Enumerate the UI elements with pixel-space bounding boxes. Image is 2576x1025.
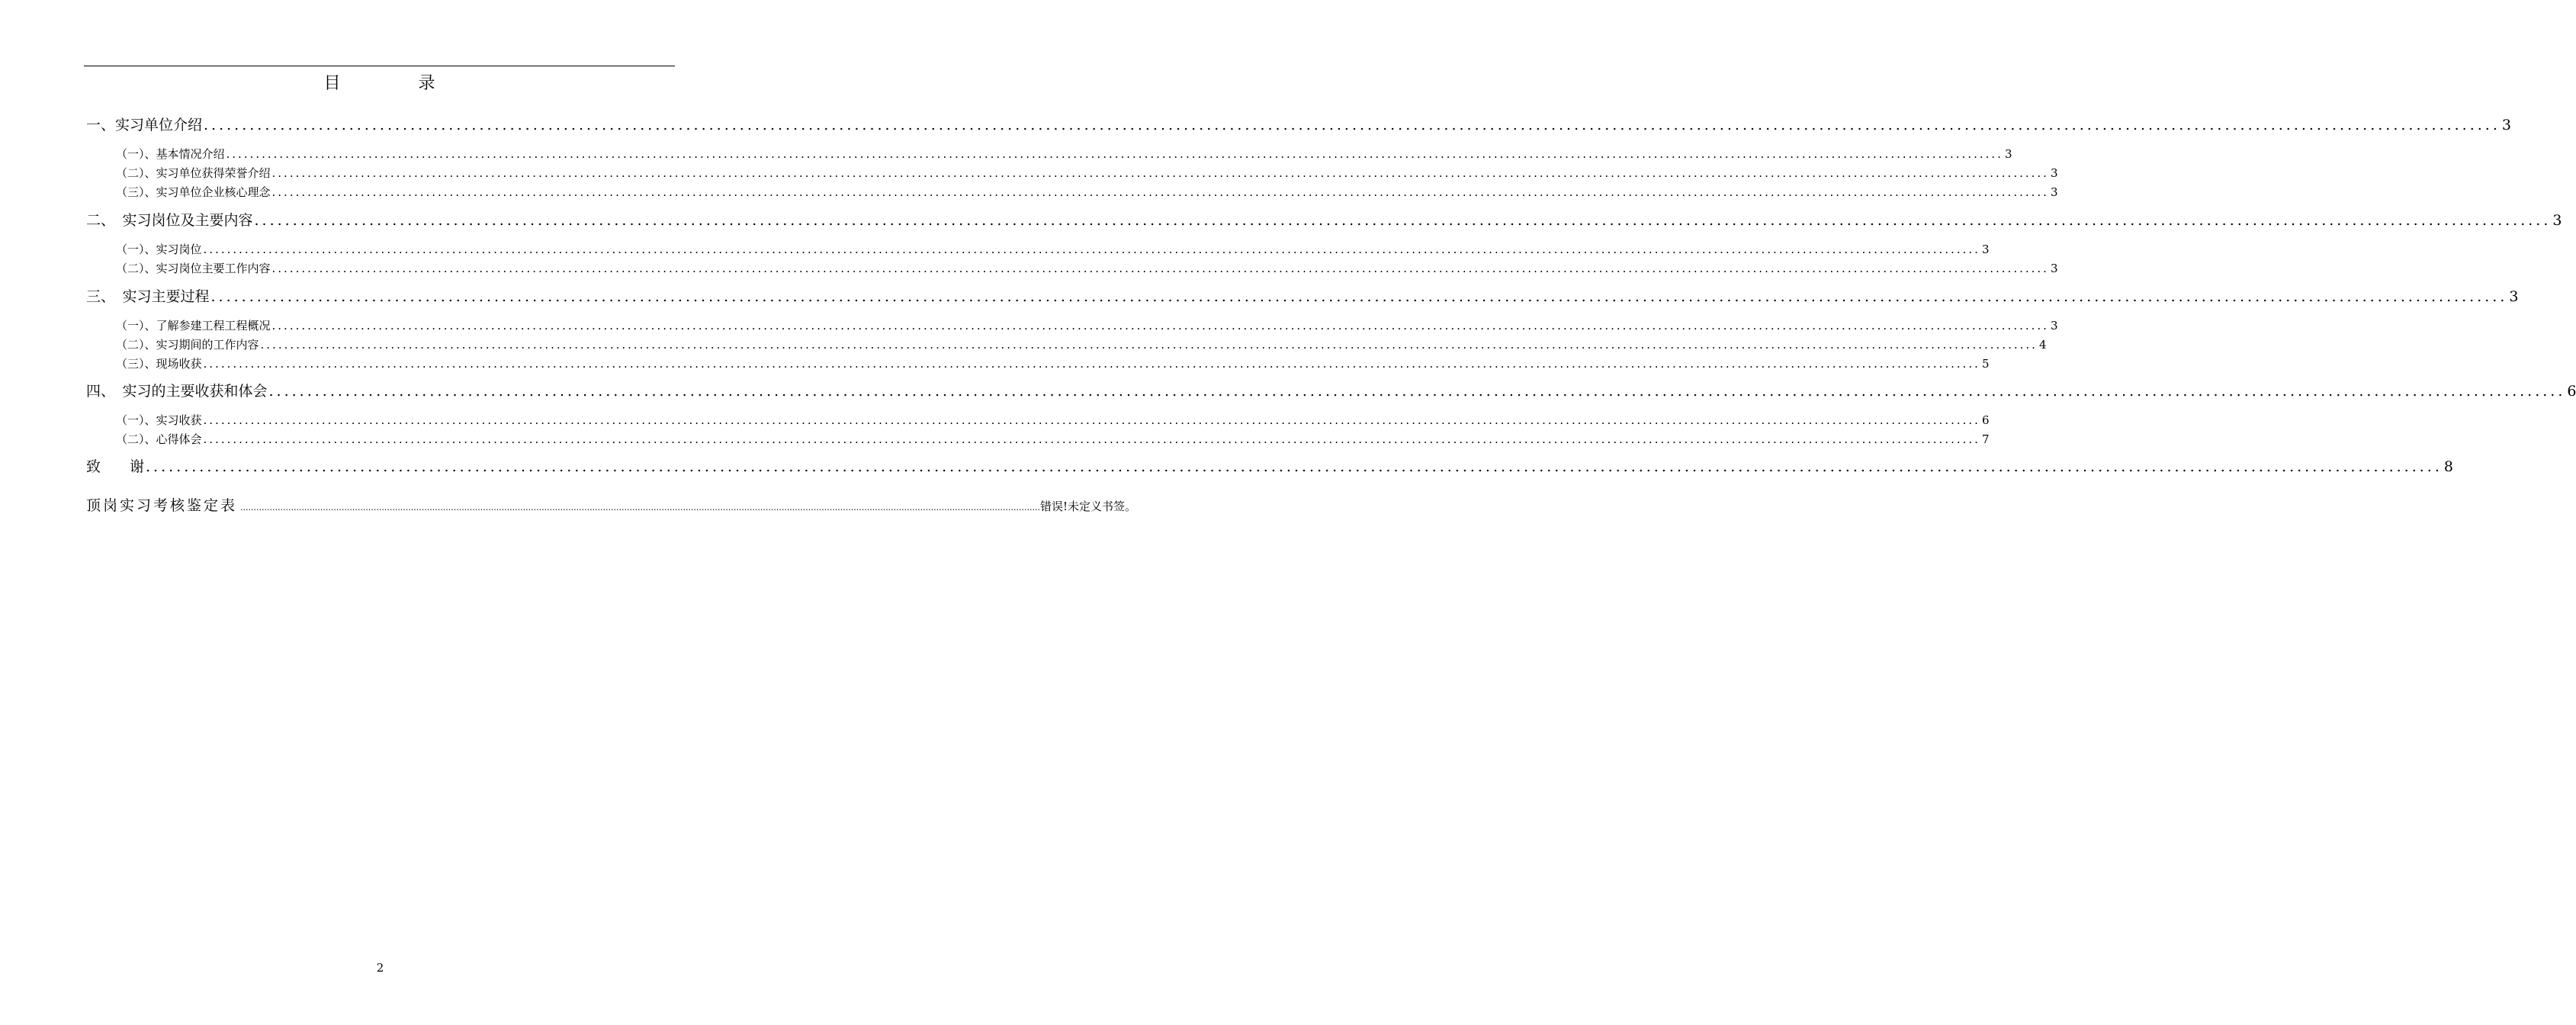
toc-entry-4-1[interactable] [116, 412, 1990, 429]
toc-entry-label: （三）、现场收获 [116, 357, 202, 371]
toc-entry-3-1[interactable] [116, 317, 2058, 334]
toc-entry-2-2[interactable] [116, 260, 2058, 277]
toc-entry-page: 7 [1981, 432, 1990, 446]
toc-entry-2-1[interactable] [116, 241, 1990, 258]
toc-leader: ............................................................................................................................................................................................................................................................................................................ [260, 338, 2038, 352]
toc-entry-1-3[interactable] [116, 184, 2058, 201]
toc-entry-page: 4 [2038, 338, 2047, 352]
toc-entry-acknowledgements[interactable] [86, 455, 2453, 475]
toc-entry-1-2[interactable] [116, 165, 2058, 182]
page-number: 2 [376, 961, 384, 975]
toc-entry-label: （一）、实习收获 [116, 413, 202, 427]
toc-leader: ............................................................................................................................................................................................................................................................................................................ [210, 288, 2508, 305]
toc-entry-page: 3 [2050, 262, 2058, 275]
toc-leader: ............................................................................................................................................................................................................................................................................................................ [204, 117, 2501, 133]
toc-entry-3-3[interactable] [116, 355, 1990, 372]
page-title: 目 录 [323, 74, 466, 93]
toc-leader: ............................................................................................................................................................................................................................................................................................................ [203, 357, 1980, 371]
toc-entry-label: 四、 实习的主要收获和体会 [86, 383, 268, 400]
toc-leader: ............................................................................................................................................................................................................................................................................................................ [271, 166, 2049, 180]
toc-leader: ............................................................................................................................................................................................................................................................................................................ [203, 432, 1980, 446]
toc-entry-appraisal-form[interactable] [86, 494, 1137, 516]
toc-leader: ............................................................................................................................................................................................................................................................................................................ [146, 458, 2443, 475]
toc-entry-label: 致 谢 [86, 458, 145, 475]
toc-entry-label: （二）、实习单位获得荣誉介绍 [116, 166, 271, 180]
toc-entry-4[interactable] [86, 380, 2576, 400]
toc-entry-label: （一）、了解参建工程工程概况 [116, 319, 271, 333]
toc-entry-page: 3 [2501, 117, 2511, 133]
toc-entry-page: 3 [2509, 288, 2519, 305]
toc-leader: ............................................................................................................................................................................................................................................................................................................ [240, 503, 1040, 512]
toc-leader: ............................................................................................................................................................................................................................................................................................................ [271, 319, 2049, 333]
toc-entry-page: 8 [2443, 458, 2453, 475]
toc-entry-page: 3 [2050, 319, 2058, 333]
toc-leader: ............................................................................................................................................................................................................................................................................................................ [271, 262, 2049, 275]
toc-leader: ............................................................................................................................................................................................................................................................................................................ [268, 383, 2566, 400]
toc-entry-page: 6 [2567, 383, 2576, 400]
toc-entry-page: 3 [1981, 243, 1990, 256]
toc-entry-label: 顶岗实习考核鉴定表 [86, 497, 238, 514]
toc-entry-page: 3 [2050, 185, 2058, 199]
toc-leader: ............................................................................................................................................................................................................................................................................................................ [271, 185, 2049, 199]
toc-entry-page: 3 [2552, 212, 2562, 229]
toc-entry-label: （二）、实习岗位主要工作内容 [116, 262, 271, 275]
toc-entry-4-2[interactable] [116, 431, 1990, 448]
toc-entry-3-2[interactable] [116, 336, 2047, 353]
toc-leader: ............................................................................................................................................................................................................................................................................................................ [254, 212, 2552, 229]
toc-entry-1-1[interactable] [116, 146, 2012, 162]
toc-entry-page: 3 [2050, 166, 2058, 180]
toc-entry-1[interactable] [86, 114, 2511, 133]
toc-entry-page: 5 [1981, 357, 1990, 371]
toc-entry-page: 错误!未定义书签。 [1040, 500, 1137, 513]
toc-entry-3[interactable] [86, 285, 2519, 305]
toc-entry-page: 6 [1981, 413, 1990, 427]
toc-entry-label: （二）、实习期间的工作内容 [116, 338, 259, 352]
toc-entry-2[interactable] [86, 209, 2562, 229]
toc-entry-label: 一、实习单位介绍 [86, 117, 203, 133]
toc-entry-label: （三）、实习单位企业核心理念 [116, 185, 271, 199]
toc-entry-label: 二、 实习岗位及主要内容 [86, 212, 253, 229]
toc-leader: ............................................................................................................................................................................................................................................................................................................ [203, 243, 1980, 256]
toc-entry-label: （二）、心得体会 [116, 432, 202, 446]
toc-entry-label: （一）、基本情况介绍 [116, 147, 225, 161]
toc-leader: ............................................................................................................................................................................................................................................................................................................ [226, 147, 2003, 161]
toc-entry-page: 3 [2004, 147, 2012, 161]
toc-leader: ............................................................................................................................................................................................................................................................................................................ [203, 413, 1980, 427]
toc-entry-label: 三、 实习主要过程 [86, 288, 210, 305]
toc-entry-label: （一）、实习岗位 [116, 243, 202, 256]
